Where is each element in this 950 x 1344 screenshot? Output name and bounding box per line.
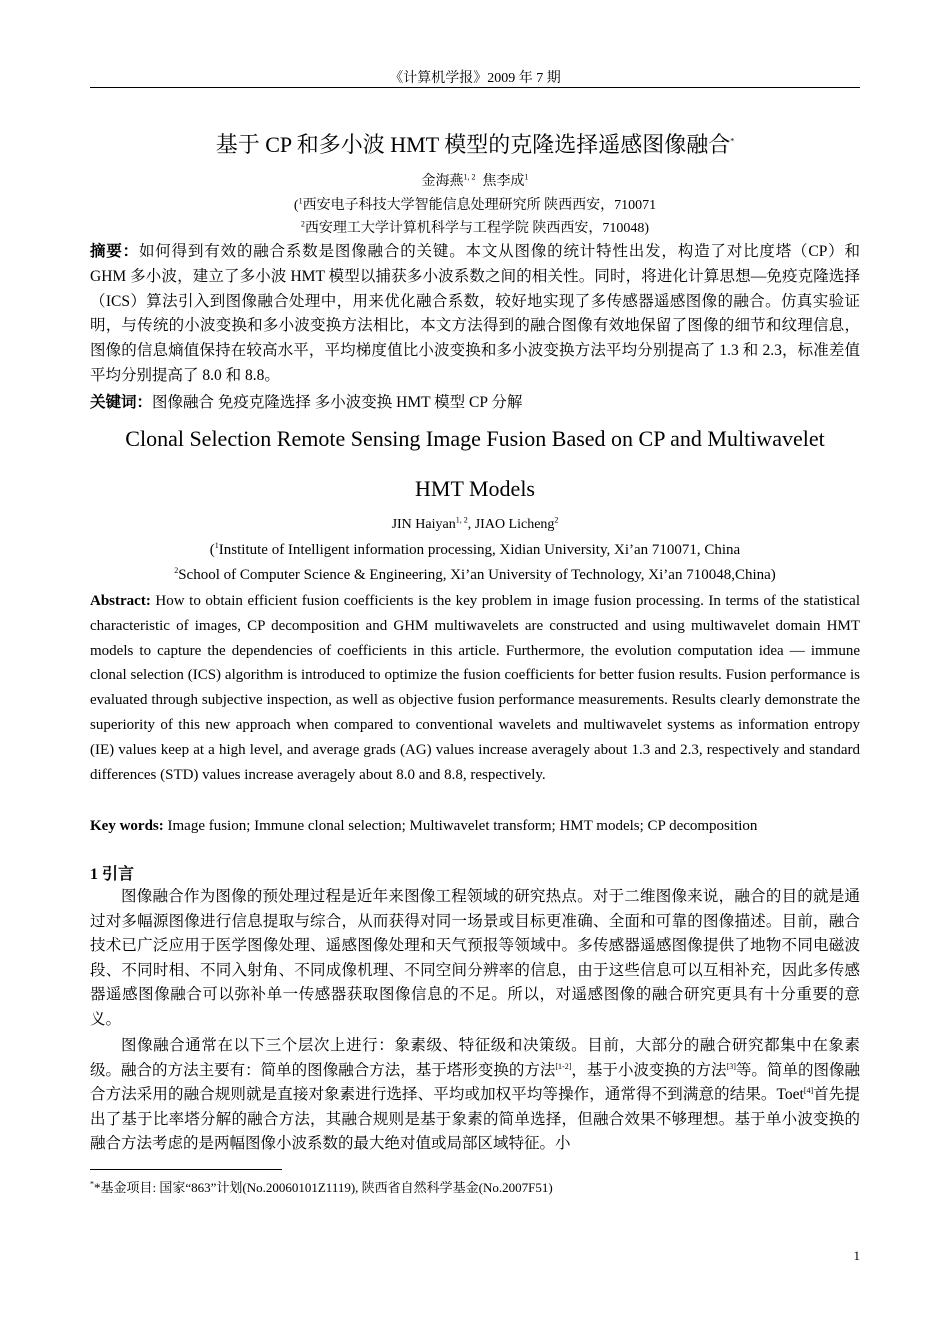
p2-part-d: 首先提出了基于比率塔分解的融合方法，其融合规则是基于象素的简单选择，但融合效果不够理想。基于单小波变换的融合方法考虑的是两幅图像小波系数的最大绝对值或局部区域特征。小 (90, 1086, 860, 1153)
author-1-en-affil: 1, 2 (455, 515, 468, 525)
author-2-cn-affil: 1 (524, 172, 529, 182)
affil-en-line1: Institute of Intelligent information processing, Xidian University, Xi’an 710071, China (218, 542, 741, 558)
abstract-cn-text: 如何得到有效的融合系数是图像融合的关键。本文从图像的统计特性出发，构造了对比度塔（CP）和 GHM 多小波，建立了多小波 HMT 模型以捕获多小波系数之间的相关性。同时，将进化计算思想—免疫克隆选择（ICS）算法引入到图像融合处理中，用来优化融合系数，较好地实现了多传感器遥感图像的融合。仿真实验证明，与传统的小波变换和多小波变换方法相比，本文方法得到的融合图像有效地保留了图像的细节和纹理信息，图像的信息熵值保持在较高水平，平均梯度值比小波变换和多小波变换方法平均分别提高了 1.3 和 2.3，标准差值平均分别提高了 8.0 和 8.8。 (90, 243, 860, 384)
affil-cn-line2: 西安理工大学计算机科学与工程学院 陕西西安，710048) (304, 221, 650, 236)
header-rule (90, 87, 860, 88)
title-chinese-text: 基于 CP 和多小波 HMT 模型的克隆选择遥感图像融合 (215, 132, 731, 157)
affil-en-sup1: 1 (214, 541, 219, 550)
abstract-chinese (90, 240, 860, 389)
footnote (90, 1177, 553, 1196)
footnote-text: *基金项目: 国家“863”计划(No.20060101Z1119), 陕西省自然科学基金(No.2007F51) (94, 1180, 553, 1195)
abstract-en-text: How to obtain efficient fusion coefficients is the key problem in image fusion processing. In terms of the statistical characteristic of images, CP decomposition and GHM multiwavelets are constructed and using multiwavelet domain HMT models to capture the dependencies of coefficients in this article. Furthermore, the evolution computation idea — immune clonal selection (ICS) algorithm is introduced to optimize the fusion coefficients for better fusion results. Fusion performance is evaluated through subjective inspection, as well as objective fusion performance measurements. Results clearly demonstrate the superiority of this new approach when compared to conventional wavelets and multiwavelet systems as information entropy (IE) values keep at a high level, and average grads (AG) values increase averagely about 1.3 and 2.3, respectively and standard differences (STD) values increase averagely about 8.0 and 8.8, respectively. (90, 593, 860, 783)
footnote-rule (90, 1169, 282, 1170)
affil-cn-sup2: 2 (300, 219, 305, 229)
keywords-en-text: Image fusion; Immune clonal selection; Multiwavelet transform; HMT models; CP decomposition (163, 818, 758, 834)
affil-en-sup2: 2 (174, 566, 179, 575)
author-1-cn: 金海燕 (421, 174, 464, 189)
authors-chinese (90, 170, 860, 190)
citation-1-2: [1-2] (555, 1061, 572, 1071)
p2-part-a: 图像融合通常在以下三个层次上进行：象素级、特征级和决策级。目前，大部分的融合研究都集中在象素级。融合的方法主要有：简单的图像融合方法，基于塔形变换的方法 (90, 1037, 860, 1079)
intro-paragraph-2 (90, 1034, 860, 1157)
author-2-en: , JIAO Licheng (467, 517, 555, 532)
footnote-mark: * (90, 1179, 94, 1189)
title-chinese (90, 128, 860, 159)
citation-3: [3] (726, 1061, 736, 1071)
affil-cn-open: ( (293, 198, 299, 213)
title-english-line-1: Clonal Selection Remote Sensing Image Fusion Based on CP and Multiwavelet (125, 426, 825, 451)
p2-part-b: ，基于小波变换的方法 (571, 1061, 727, 1079)
authors-english (90, 517, 860, 533)
author-2-en-affil: 2 (554, 515, 559, 525)
affiliation-en-1 (90, 542, 860, 559)
title-english-line-2: HMT Models (415, 476, 535, 501)
keywords-cn-text: 图像融合 免疫克隆选择 多小波变换 HMT 模型 CP 分解 (152, 394, 523, 411)
author-1-en: JIN Haiyan (391, 517, 456, 532)
intro-paragraph-1: 图像融合作为图像的预处理过程是近年来图像工程领域的研究热点。对于二维图像来说，融合的目的就是通过对多幅源图像进行信息提取与综合，从而获得对同一场景或目标更准确、全面和可靠的图像描述。目前，融合技术已广泛应用于医学图像处理、遥感图像处理和天气预报等领域中。多传感器遥感图像提供了地物不同电磁波段、不同时相、不同入射角、不同成像机理、不同空间分辨率的信息，由于这些信息可以互相补充，因此多传感器遥感图像融合可以弥补单一传感器获取图像信息的不足。所以，对遥感图像的融合研究更具有十分重要的意义。 (90, 888, 860, 1028)
author-1-cn-affil: 1, 2 (463, 172, 476, 182)
title-footnote-mark: * (730, 136, 735, 146)
keywords-english (90, 814, 860, 838)
affiliation-cn-2 (90, 217, 860, 237)
keywords-en-label: Key words: (90, 818, 164, 834)
affiliation-en-2 (90, 567, 860, 584)
affiliation-cn-1 (90, 194, 860, 214)
abstract-en-label: Abstract: (90, 593, 151, 609)
affil-cn-sup1: 1 (298, 196, 303, 206)
page-number: 1 (853, 1248, 860, 1263)
keywords-cn-label: 关键词： (90, 394, 153, 411)
author-2-cn: 焦李成 (482, 174, 525, 189)
section-heading-introduction: 1 引言 (90, 866, 135, 883)
p2-part-c: 等。简单的图像融合方法采用的融合规则就是直接对象素进行选择、平均或加权平均等操作，通常得不到满意的结果。Toet (90, 1061, 860, 1104)
affil-en-line2: School of Computer Science & Engineering, Xi’an University of Technology, Xi’an 710048,China) (178, 567, 776, 583)
affil-cn-line1: 西安电子科技大学智能信息处理研究所 陕西西安，710071 (302, 198, 657, 213)
affil-en-open: ( (209, 542, 215, 558)
running-header: 《计算机学报》2009 年 7 期 (389, 71, 561, 86)
keywords-chinese (90, 390, 860, 415)
abstract-cn-label: 摘要： (90, 243, 139, 260)
abstract-english (90, 589, 860, 787)
citation-4: [4] (803, 1086, 814, 1096)
